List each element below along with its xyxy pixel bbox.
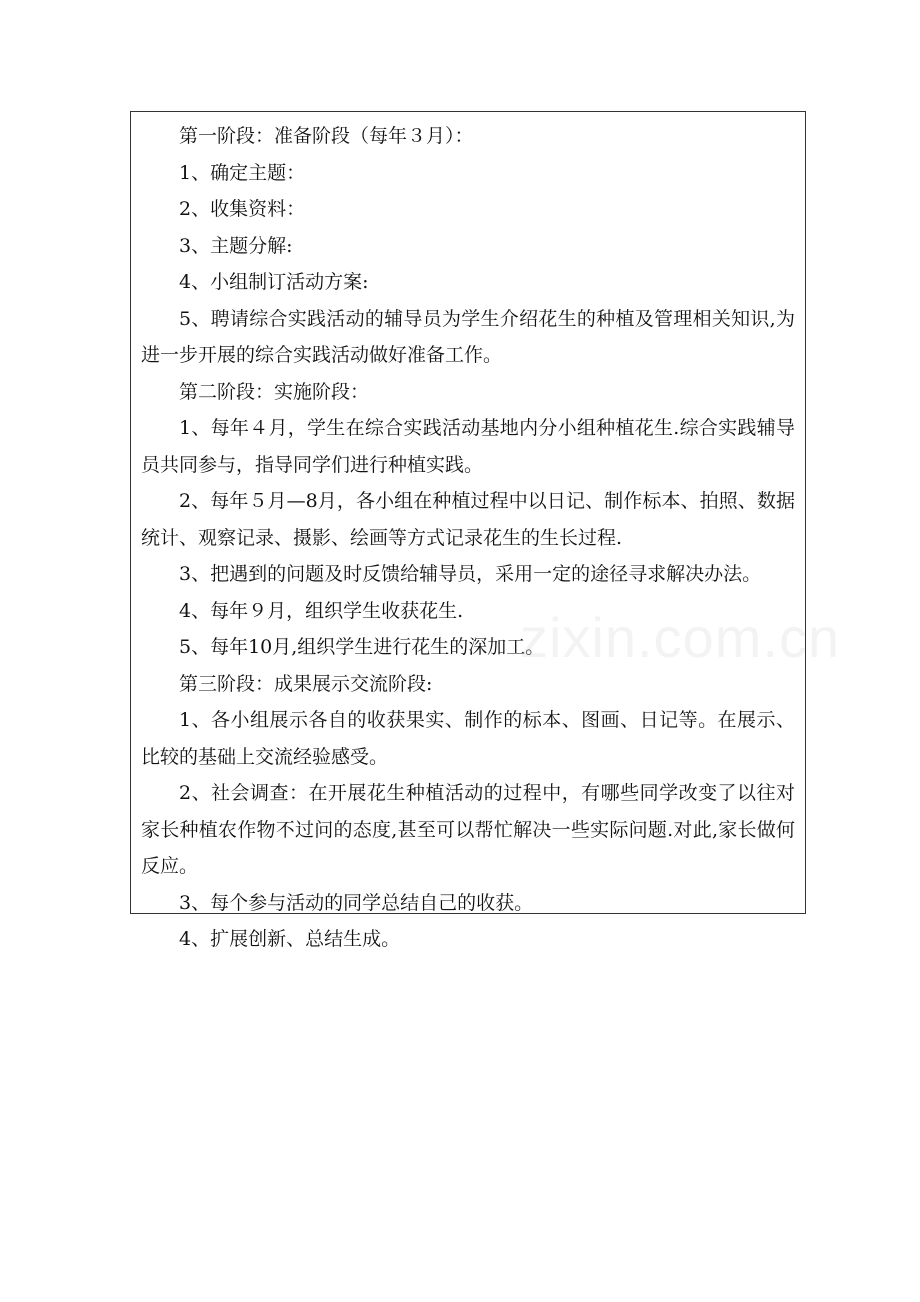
- stage-two-item-4: 4、每年９月，组织学生收获花生.: [179, 599, 464, 622]
- stage-three-heading: 第三阶段：成果展示交流阶段:: [179, 672, 433, 695]
- stage-three-item-3: 3、每个参与活动的同学总结自己的收获。: [179, 891, 534, 914]
- watermark: zixin.com.cn: [520, 606, 841, 669]
- stage-two-item-2: 2、每年５月—8月，各小组在种植过程中以日记、制作标本、拍照、数据统计、观察记录、摄影、绘画等方式记录花生的生长过程.: [141, 490, 795, 549]
- stage-two-item-3: 3、把遇到的问题及时反馈给辅导员，采用一定的途径寻求解决办法。: [179, 563, 762, 585]
- stage-one-item-1: 1、确定主题：: [179, 161, 306, 184]
- stage-three-item-1: 1、各小组展示各自的收获果实、制作的标本、图画、日记等。在展示、比较的基础上交流经验感受。: [141, 709, 795, 768]
- document-frame: [130, 111, 806, 950]
- stage-three-item-2: 2、社会调查：在开展花生种植活动的过程中，有哪些同学改变了以往对家长种植农作物不过问的态度,甚至可以帮忙解决一些实际问题.对此,家长做何反应。: [141, 782, 795, 877]
- stage-one-item-2: 2、收集资料：: [179, 198, 306, 220]
- stage-one-item-5: 5、聘请综合实践活动的辅导员为学生介绍花生的种植及管理相关知识,为进一步开展的综合实践活动做好准备工作。: [141, 307, 795, 366]
- stage-two-item-5: 5、每年10月,组织学生进行花生的深加工。: [179, 636, 545, 658]
- stage-two-heading: 第二阶段：实施阶段：: [179, 380, 370, 403]
- document-body: [141, 118, 795, 958]
- stage-three-item-4: 4、扩展创新、总结生成。: [179, 928, 401, 950]
- stage-one-item-4: 4、小组制订活动方案:: [179, 271, 369, 293]
- stage-two-item-1: 1、每年４月，学生在综合实践活动基地内分小组种植花生.综合实践辅导员共同参与，指导同学们进行种植实践。: [141, 417, 795, 476]
- stage-one-heading: 第一阶段：准备阶段（每年３月）：: [179, 125, 474, 147]
- stage-one-item-3: 3、主题分解:: [179, 234, 293, 257]
